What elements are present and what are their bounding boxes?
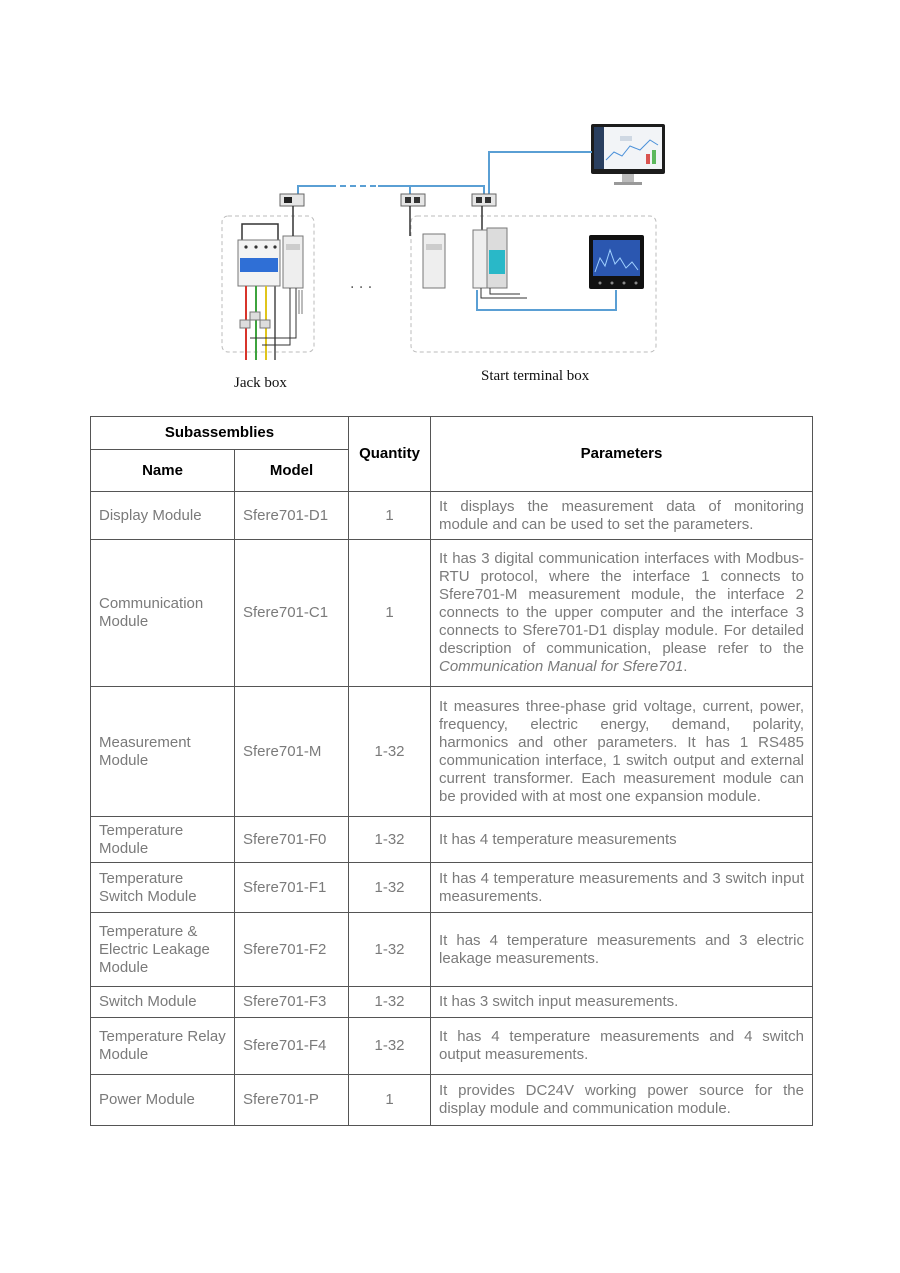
row-name: Temperature & Electric Leakage Module	[91, 913, 235, 987]
measurement-module-icon	[283, 206, 303, 288]
communication-module-icon	[473, 206, 527, 298]
row-quantity: 1-32	[349, 687, 431, 817]
row-quantity: 1	[349, 540, 431, 687]
jack-box-caption: Jack box	[234, 375, 287, 391]
row-name: Power Module	[91, 1075, 235, 1126]
row-quantity: 1	[349, 1075, 431, 1126]
subassembly-table	[90, 416, 813, 1126]
row-parameters: It displays the measurement data of monitoring module and can be used to set the parameters.	[431, 492, 813, 540]
row-parameters: It has 4 temperature measurements and 3 electric leakage measurements.	[431, 913, 813, 987]
parameters-text: It has 3 digital communication interfaces with Modbus-RTU protocol, where the interface 1 connects to Sfere701-M measurement module, the interface 2 connects to the upper computer and the interface 3 connects to Sfere701-D1 display module. For detailed description of communication, please refer to the	[439, 550, 804, 657]
row-quantity: 1-32	[349, 987, 431, 1018]
row-model: Sfere701-C1	[235, 540, 349, 687]
row-model: Sfere701-F4	[235, 1018, 349, 1075]
header-model: Model	[235, 450, 349, 492]
bus-connector-icon	[280, 194, 496, 206]
table-row	[91, 540, 813, 687]
row-quantity: 1-32	[349, 863, 431, 913]
monitor-icon	[591, 124, 665, 185]
table-row	[91, 1018, 813, 1075]
row-model: Sfere701-D1	[235, 492, 349, 540]
manual-reference: Communication Manual for Sfere701	[439, 658, 684, 675]
row-quantity: 1	[349, 492, 431, 540]
row-name: Switch Module	[91, 987, 235, 1018]
header-subassemblies: Subassemblies	[91, 417, 349, 450]
circuit-breaker-icon	[238, 224, 280, 286]
table-row	[91, 817, 813, 863]
row-quantity: 1-32	[349, 1018, 431, 1075]
table-row	[91, 1075, 813, 1126]
row-quantity: 1-32	[349, 913, 431, 987]
row-parameters: It has 3 switch input measurements.	[431, 987, 813, 1018]
header-quantity: Quantity	[349, 417, 431, 492]
row-name: Temperature Relay Module	[91, 1018, 235, 1075]
ellipsis-dots: · · ·	[350, 280, 373, 296]
row-name: Temperature Switch Module	[91, 863, 235, 913]
row-quantity: 1-32	[349, 817, 431, 863]
row-model: Sfere701-P	[235, 1075, 349, 1126]
row-model: Sfere701-F1	[235, 863, 349, 913]
row-parameters: It has 4 temperature measurements and 4 switch output measurements.	[431, 1018, 813, 1075]
measurement-module-icon	[410, 206, 445, 288]
row-name: Temperature Module	[91, 817, 235, 863]
row-name: Communication Module	[91, 540, 235, 687]
row-parameters: It has 4 temperature measurements	[431, 817, 813, 863]
system-wiring-diagram	[0, 0, 900, 400]
communication-bus	[298, 152, 616, 310]
row-model: Sfere701-F0	[235, 817, 349, 863]
row-parameters	[431, 540, 813, 687]
display-module-icon	[589, 235, 644, 289]
phase-wires	[246, 286, 302, 360]
table-row	[91, 687, 813, 817]
start-terminal-box-caption: Start terminal box	[481, 368, 590, 384]
table-row	[91, 913, 813, 987]
parameters-tail: .	[683, 658, 688, 675]
row-model: Sfere701-M	[235, 687, 349, 817]
row-parameters: It provides DC24V working power source for the display module and communication module.	[431, 1075, 813, 1126]
table-row	[91, 492, 813, 540]
row-name: Display Module	[91, 492, 235, 540]
header-parameters: Parameters	[431, 417, 813, 492]
row-name: Measurement Module	[91, 687, 235, 817]
row-model: Sfere701-F3	[235, 987, 349, 1018]
header-name: Name	[91, 450, 235, 492]
table-row	[91, 987, 813, 1018]
table-row	[91, 863, 813, 913]
row-model: Sfere701-F2	[235, 913, 349, 987]
row-parameters: It measures three-phase grid voltage, current, power, frequency, electric energy, demand, polarity, harmonics and other parameters. It has 1 RS485 communication interface, 1 switch output and external current transformer. Each measurement module can be provided with at most one expansion module.	[431, 687, 813, 817]
row-parameters: It has 4 temperature measurements and 3 switch input measurements.	[431, 863, 813, 913]
